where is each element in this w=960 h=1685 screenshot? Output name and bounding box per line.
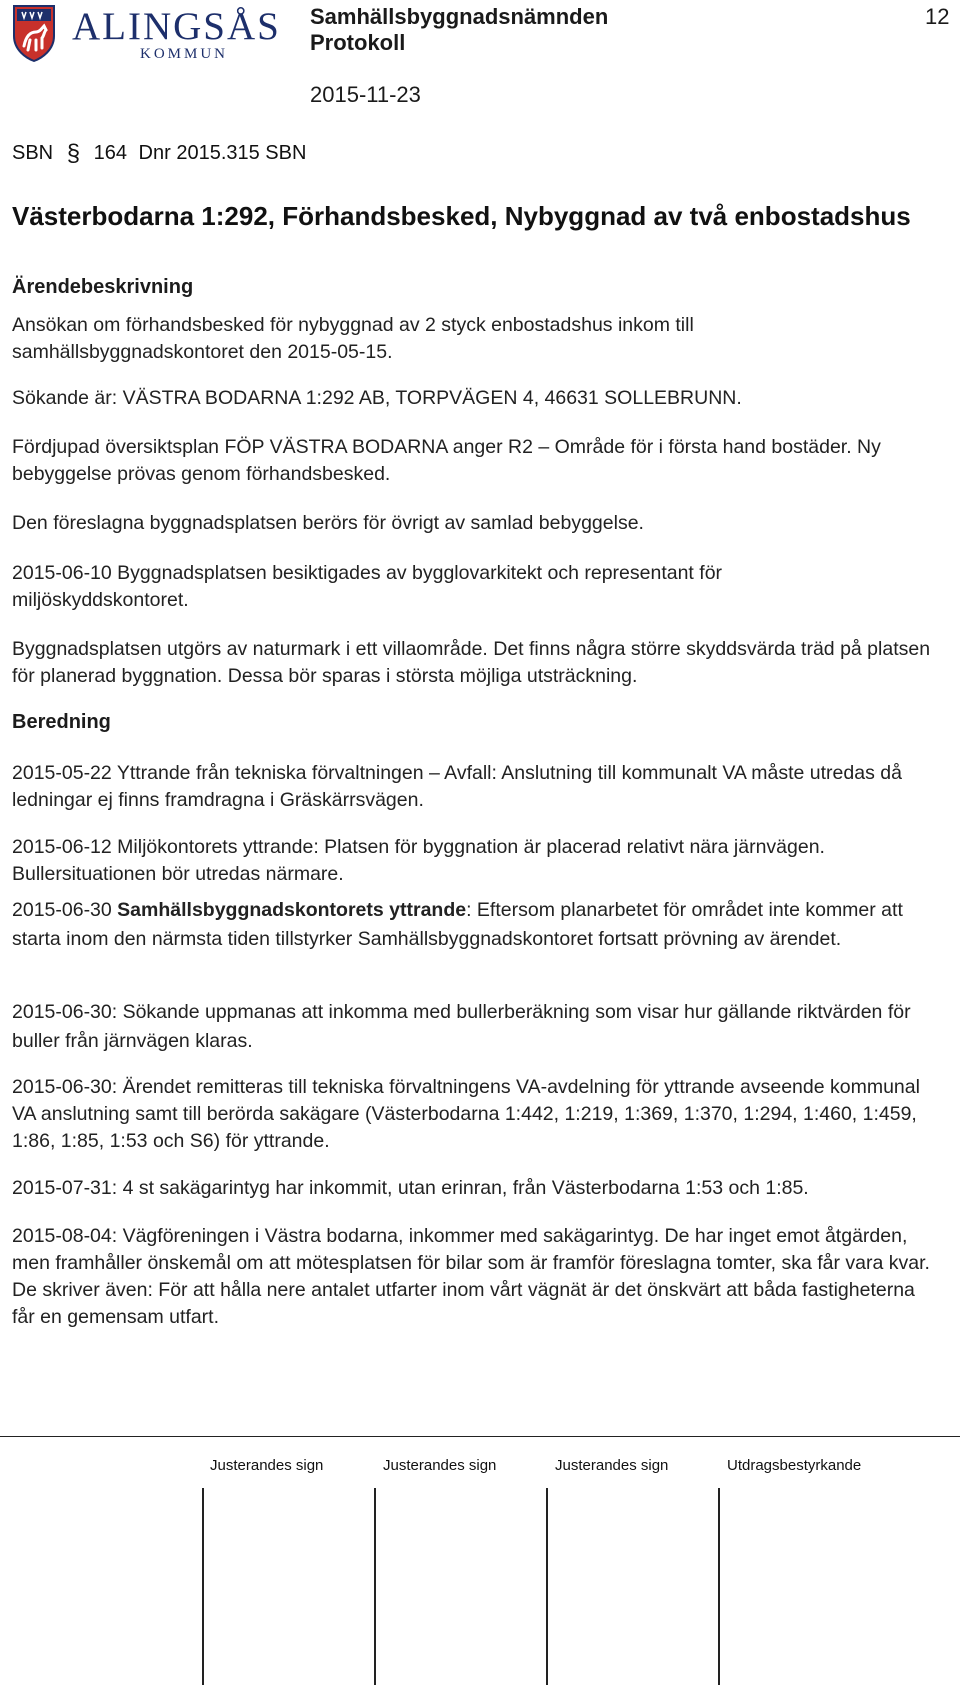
logo-subtitle: KOMMUN <box>140 46 229 62</box>
committee-name: Samhällsbyggnadsnämnden <box>310 4 609 29</box>
signature-box-divider <box>546 1488 548 1685</box>
signature-box-divider <box>718 1488 720 1685</box>
preparation-paragraph: 2015-06-30: Ärendet remitteras till tekniska förvaltningens VA-avdelning för yttrande avseende kommunal VA anslutning samt till berörda sakägare (Västerbodarna 1:442, 1:219, 1:369, 1:370, 1:294, 1:460, 1:459, 1:86, 1:85, 1:53 och S6) för yttrande. <box>12 1076 920 1152</box>
logo-wordmark: ALINGSÅS <box>72 5 281 48</box>
description-paragraph: Den föreslagna byggnadsplatsen berörs för övrigt av samlad bebyggelse. <box>12 512 644 534</box>
sbn-label: SBN <box>12 142 54 164</box>
page-number: 12 <box>925 4 950 29</box>
preparation-paragraph <box>12 896 942 954</box>
page-title: Västerbodarna 1:292, Förhandsbesked, Nybyggnad av två enbostadshus <box>12 201 911 231</box>
section-sign-icon: § <box>66 140 81 167</box>
preparation-paragraph: 2015-06-30: Sökande uppmanas att inkomma med bullerberäkning som visar hur gällande riktvärden för buller från järnvägen klaras. <box>12 1001 911 1052</box>
signature-label: Justerandes sign <box>383 1457 497 1474</box>
description-paragraph: Sökande är: VÄSTRA BODARNA 1:292 AB, TORPVÄGEN 4, 46631 SOLLEBRUNN. <box>12 387 742 409</box>
description-paragraph: Byggnadsplatsen utgörs av naturmark i ett villaområde. Det finns några större skyddsvärda träd på platsen för planerad byggnation. Dessa bör sparas i största möjliga utsträckning. <box>12 638 931 687</box>
municipality-logo <box>12 2 287 66</box>
preparation-paragraph: 2015-07-31: 4 st sakägarintyg har inkommit, utan erinran, från Västerbodarna 1:53 och 1:85. <box>12 1177 809 1199</box>
footer-divider <box>0 1436 960 1437</box>
description-paragraph: Ansökan om förhandsbesked för nybyggnad av 2 styck enbostadshus inkom till samhällsbyggnadskontoret den 2015-05-15. <box>12 314 694 363</box>
preparation-paragraph: 2015-06-12 Miljökontorets yttrande: Platsen för byggnation är placerad relativt nära järnvägen. Bullersituationen bör utredas närmare. <box>12 836 825 885</box>
signature-box-divider <box>374 1488 376 1685</box>
dnr-number: Dnr 2015.315 SBN <box>138 142 307 164</box>
section-number: 164 <box>93 142 127 164</box>
case-reference <box>12 140 306 168</box>
document-type: Protokoll <box>310 30 406 55</box>
signature-label: Justerandes sign <box>210 1457 324 1474</box>
preparation-paragraph: 2015-05-22 Yttrande från tekniska förvaltningen – Avfall: Anslutning till kommunalt VA måste utredas då ledningar ej finns framdragna i Gräskärrsvägen. <box>12 762 902 811</box>
coat-of-arms-icon <box>12 2 56 62</box>
prep-date: 2015-06-30 <box>12 899 112 921</box>
signature-label: Justerandes sign <box>555 1457 669 1474</box>
preparation-paragraph: 2015-08-04: Vägföreningen i Västra bodarna, inkommer med sakägarintyg. De har inget emot åtgärden, men framhåller önskemål om att mötesplatsen för bilar som är framför föreslagna tomter, ska får vara kvar. De skriver även: För att hålla nere antalet utfarter inom vårt vägnät är det önskvärt att båda fastigheterna får en gemensam utfart. <box>12 1225 930 1328</box>
description-paragraph: 2015-06-10 Byggnadsplatsen besiktigades av bygglovarkitekt och representant för miljöskyddskontoret. <box>12 562 723 611</box>
prep-bold-title: Samhällsbyggnadskontorets yttrande <box>117 899 467 921</box>
meeting-date: 2015-11-23 <box>310 82 421 107</box>
description-heading: Ärendebeskrivning <box>12 276 194 298</box>
preparation-heading: Beredning <box>12 711 111 733</box>
description-paragraph: Fördjupad översiktsplan FÖP VÄSTRA BODARNA anger R2 – Område för i första hand bostäder. Ny bebyggelse prövas genom förhandsbesked. <box>12 436 881 485</box>
certification-label: Utdragsbestyrkande <box>727 1457 862 1474</box>
prep-text: : Eftersom planarbetet för området inte kommer att starta inom den närmsta tiden tillstyrker Samhällsbyggnadskontoret fortsatt prövning av ärendet. <box>12 899 903 950</box>
signature-box-divider <box>202 1488 204 1685</box>
